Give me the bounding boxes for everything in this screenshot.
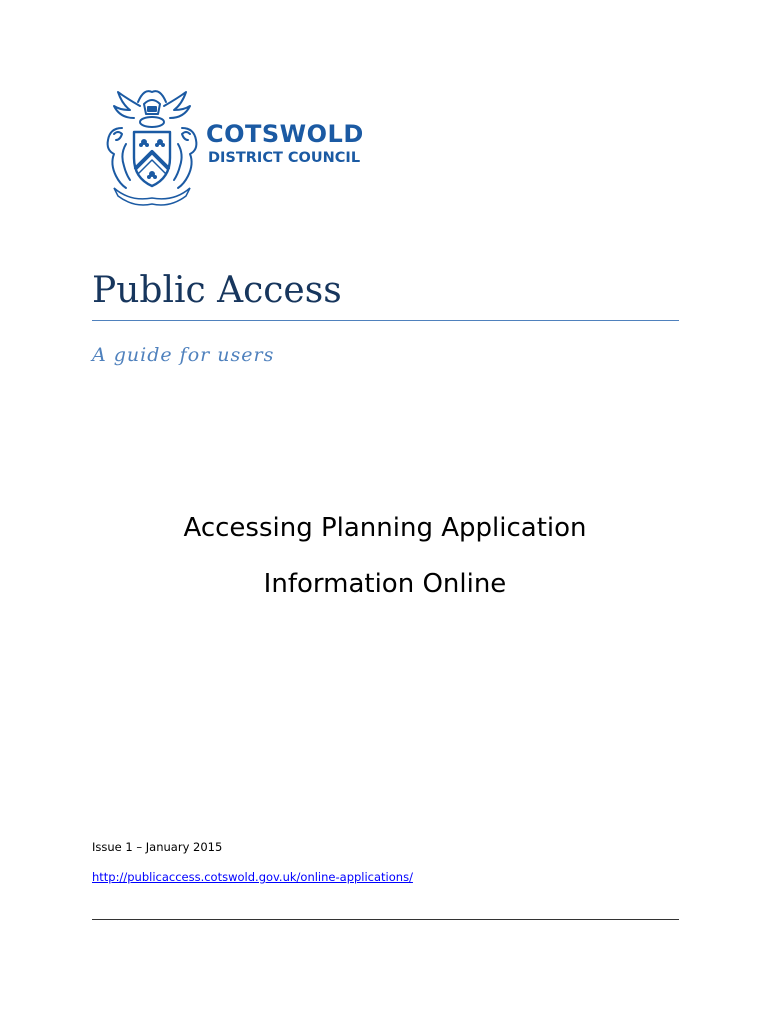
organisation-name	[206, 120, 406, 168]
footer-divider	[92, 919, 679, 920]
organisation-name-line2: DISTRICT COUNCIL	[208, 150, 361, 166]
coat-of-arms-icon	[100, 84, 204, 206]
organisation-name-line1: COTSWOLD	[206, 120, 364, 148]
document-title: Public Access	[92, 270, 342, 311]
document-subtitle: A guide for users	[92, 344, 275, 366]
issue-date: Issue 1 – January 2015	[92, 840, 223, 854]
public-access-link[interactable]: http://publicaccess.cotswold.gov.uk/online-applications/	[92, 870, 413, 884]
main-heading-line1: Accessing Planning Application	[183, 513, 587, 543]
title-divider	[92, 320, 679, 321]
main-heading-line2: Information Online	[263, 569, 507, 599]
council-logo	[100, 84, 400, 206]
